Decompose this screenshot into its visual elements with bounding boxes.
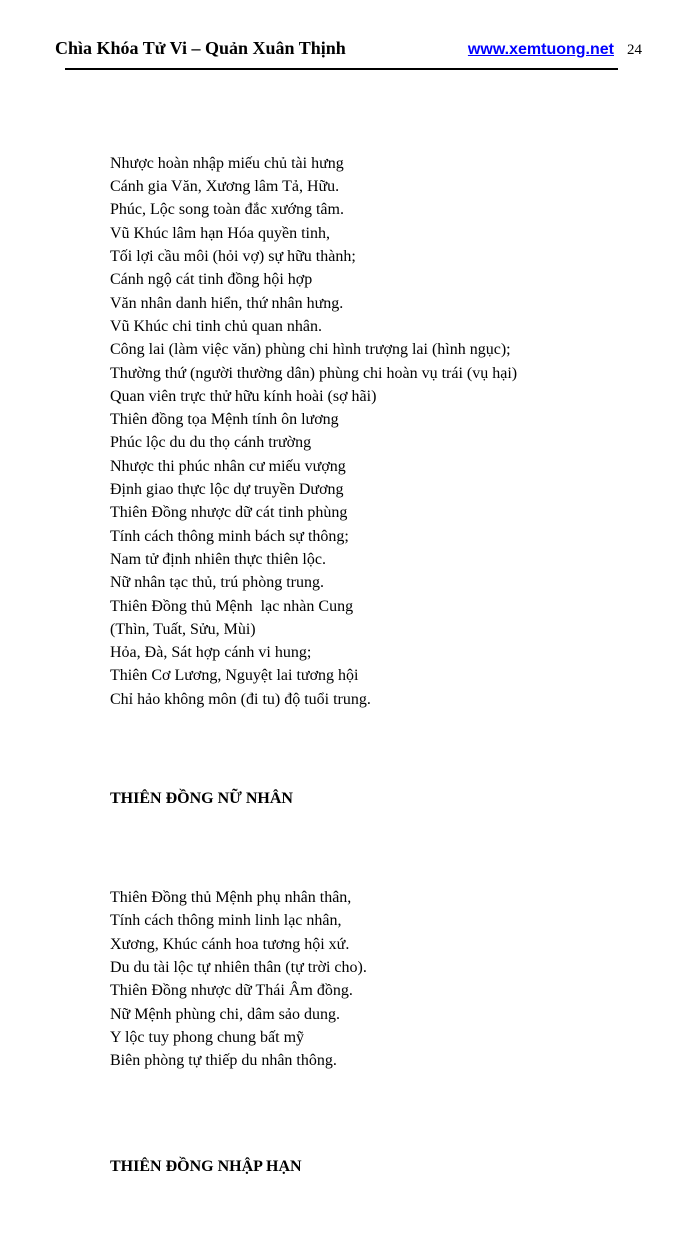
book-title: Chìa Khóa Tử Vi – Quản Xuân Thịnh <box>55 38 346 58</box>
poem-line: Thường thứ (người thường dân) phùng chi hoàn vụ trái (vụ hại) <box>110 364 518 382</box>
poem-section-1 <box>110 152 686 711</box>
poem-line: Nam tử định nhiên thực thiên lộc. <box>110 550 326 568</box>
poem-line: Định giao thực lộc dự truyền Dương <box>110 481 344 499</box>
poem-line: Nhược thi phúc nhân cư miếu vượng <box>110 457 346 475</box>
page-header <box>0 0 686 59</box>
poem-line: Y lộc tuy phong chung bất mỹ <box>110 1028 305 1046</box>
poem-line: Thiên Cơ Lương, Nguyệt lai tương hội <box>110 667 359 685</box>
poem-line: Thiên Đồng nhược dữ Thái Âm đồng. <box>110 982 353 1000</box>
page-number: 24 <box>627 42 642 58</box>
poem-line: Thiên Đồng thủ Mệnh phụ nhân thân, <box>110 889 352 907</box>
poem-line: Tính cách thông minh bách sự thông; <box>110 527 349 545</box>
page-content <box>110 82 686 1249</box>
poem-line: Cánh ngộ cát tinh đồng hội hợp <box>110 271 313 289</box>
poem-line: Văn nhân danh hiển, thứ nhân hưng. <box>110 294 344 312</box>
poem-line: Công lai (làm việc văn) phùng chi hình trượng lai (hình ngục); <box>110 341 511 359</box>
poem-line: Du du tài lộc tự nhiên thân (tự trời cho). <box>110 958 367 976</box>
poem-line: Vũ Khúc chi tinh chủ quan nhân. <box>110 317 322 335</box>
poem-line: Nữ nhân tạc thủ, trú phòng trung. <box>110 574 324 592</box>
poem-line: Nhược hoàn nhập miếu chủ tài hưng <box>110 154 344 172</box>
poem-line: Thiên Đồng thủ Mệnh lạc nhàn Cung <box>110 597 354 615</box>
poem-line: Hỏa, Đà, Sát hợp cánh vi hung; <box>110 644 312 662</box>
poem-line: Tối lợi cầu môi (hỏi vợ) sự hữu thành; <box>110 248 356 266</box>
poem-line: Cánh gia Văn, Xương lâm Tả, Hữu. <box>110 178 340 196</box>
section-heading-thien-dong-nhap-han: THIÊN ĐỒNG NHẬP HẠN <box>110 1158 302 1176</box>
website-link[interactable]: www.xemtuong.net <box>467 41 614 58</box>
header-divider <box>65 68 618 70</box>
poem-line: (Thìn, Tuất, Sửu, Mùi) <box>110 620 256 638</box>
poem-line: Phúc lộc du du thọ cánh trường <box>110 434 312 452</box>
poem-line: Xương, Khúc cánh hoa tương hội xứ. <box>110 935 350 953</box>
poem-section-2 <box>110 886 686 1072</box>
poem-line: Biên phòng tự thiếp du nhân thông. <box>110 1052 337 1070</box>
poem-line: Vũ Khúc lâm hạn Hóa quyền tinh, <box>110 224 330 242</box>
poem-line: Chỉ hảo không môn (đi tu) độ tuổi trung. <box>110 690 371 708</box>
poem-line: Thiên đồng tọa Mệnh tính ôn lương <box>110 411 339 429</box>
poem-line: Phúc, Lộc song toàn đắc xướng tâm. <box>110 201 344 219</box>
poem-line: Nữ Mệnh phùng chi, dâm sảo dung. <box>110 1005 340 1023</box>
poem-line: Tính cách thông minh linh lạc nhân, <box>110 912 342 930</box>
section-heading-thien-dong-nu-nhan: THIÊN ĐỒNG NỮ NHÂN <box>110 789 293 807</box>
poem-line: Quan viên trực thử hữu kính hoài (sợ hãi) <box>110 387 377 405</box>
poem-line: Thiên Đồng nhược dữ cát tinh phùng <box>110 504 348 522</box>
header-right-group <box>468 41 642 59</box>
